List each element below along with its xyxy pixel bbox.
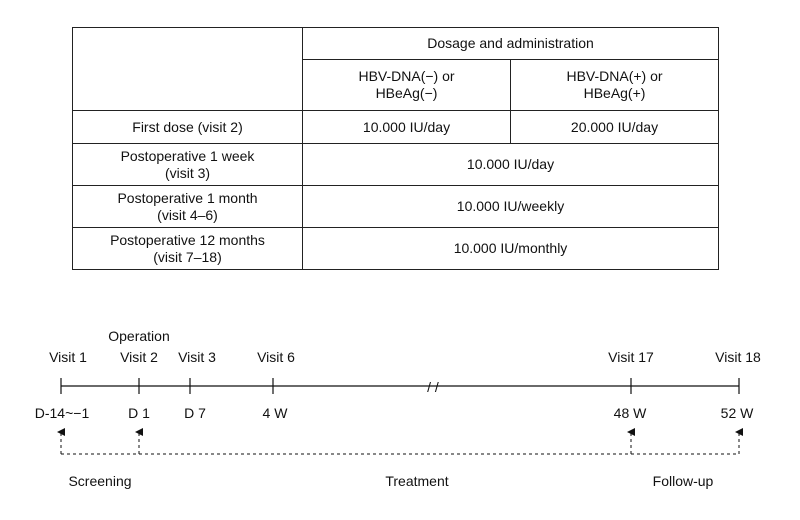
visit-2-label: Visit 2 [120,349,158,365]
phase-bracket [61,432,739,454]
axis-break-mark: / / [427,379,439,395]
visit-18-label: Visit 18 [715,349,761,365]
visit-6-day: 4 W [262,405,288,421]
phase-treatment-label: Treatment [385,473,449,489]
col-header-negative-line1: HBV-DNA(−) or [358,68,455,84]
visit-1-day: D-14~−1 [34,405,90,421]
dose-cell: 10.000 IU/weekly [303,186,719,228]
phase-followup-label: Follow-up [652,473,714,489]
visit-3-day: D 7 [184,405,206,421]
operation-label: Operation [108,328,170,344]
visit-6-label: Visit 6 [257,349,295,365]
visit-labels [49,349,761,365]
dose-cell: 10.000 IU/monthly [303,228,719,270]
row-label-line1: Postoperative 12 months [110,231,265,248]
row-label-line1: Postoperative 1 week [120,147,255,164]
visit-2-day: D 1 [128,405,150,421]
row-label: First dose (visit 2) [73,111,303,144]
visit-17-day: 48 W [613,405,647,421]
dosage-header: Dosage and administration [303,28,719,60]
col-header-positive-line1: HBV-DNA(+) or [566,68,663,84]
visit-1-label: Visit 1 [49,349,87,365]
visit-3-label: Visit 3 [178,349,216,365]
col-header-positive-line2: HBeAg(+) [583,85,646,101]
row-label-line2: (visit 3) [164,164,211,181]
row-label-line2: (visit 7–18) [153,248,222,265]
visit-18-day: 52 W [720,405,754,421]
day-labels [35,405,754,421]
row-label-line2: (visit 4–6) [157,206,218,223]
visit-17-label: Visit 17 [608,349,654,365]
dose-cell-negative: 10.000 IU/day [303,111,511,144]
dose-cell-positive: 20.000 IU/day [511,111,719,144]
row-label-line1: Postoperative 1 month [117,189,258,206]
phase-screening-label: Screening [68,473,132,489]
dose-cell: 10.000 IU/day [303,144,719,186]
col-header-negative-line2: HBeAg(−) [375,85,438,101]
